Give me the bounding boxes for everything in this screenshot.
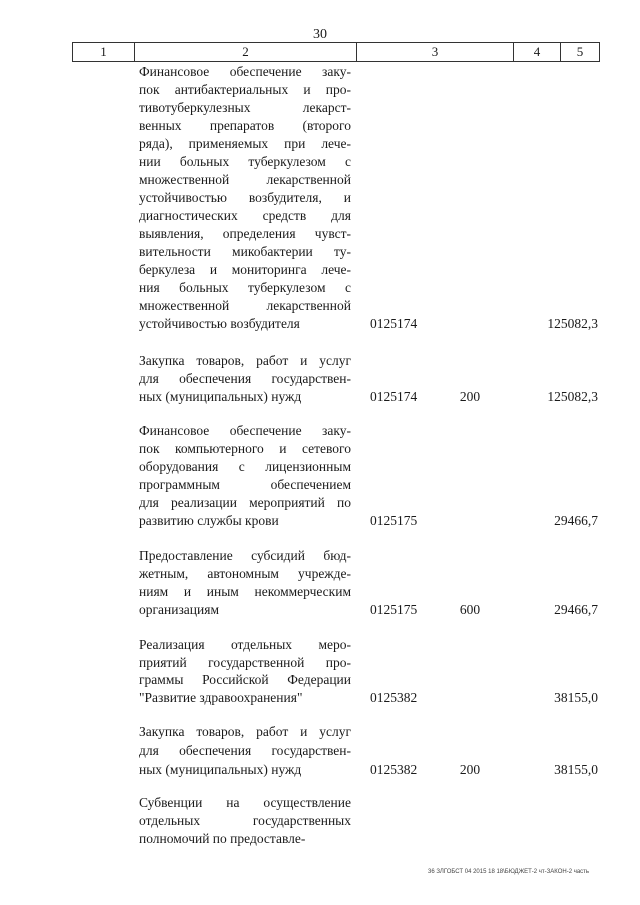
description-line: беркулеза и мониторинга лече- <box>139 262 351 277</box>
target-article-code: 0125174 <box>370 316 418 331</box>
description-line: программным обеспечением <box>139 477 351 492</box>
description-line: граммы Российской Федерации <box>139 672 351 688</box>
description-line: Предоставление субсидий бюд- <box>139 548 351 563</box>
table-header <box>72 42 600 62</box>
description-line: устойчивостью возбудителя <box>139 316 300 331</box>
description-line: организациям <box>139 602 220 617</box>
footer-path: 36 ЗЛГОБСТ 04 2015 18 18\БЮДЖЕТ-2 чт-ЗАКОН-2 часть <box>428 869 590 875</box>
description-line: ряда), применяемых при лече- <box>139 136 351 151</box>
row-description <box>139 722 351 779</box>
description-line: полномочий по предоставле- <box>139 831 306 846</box>
description-line: приятий государственной про- <box>139 654 351 670</box>
description-line: развитию службы крови <box>139 513 279 528</box>
row-description <box>139 636 351 707</box>
description-line: нии больных туберкулезом с <box>139 154 351 169</box>
row-description <box>139 63 351 333</box>
description-line: пок антибактериальных и про- <box>139 82 351 97</box>
description-line: жетным, автономным учрежде- <box>139 566 351 581</box>
description-line: Закупка товаров, работ и услуг <box>139 724 351 739</box>
expense-type-code: 200 <box>459 762 481 777</box>
amount-value: 38155,0 <box>554 690 598 705</box>
header-col-1: 1 <box>72 43 134 61</box>
row-description <box>139 422 351 530</box>
description-line: ных (муниципальных) нужд <box>139 762 302 777</box>
description-line: оборудования с лицензионным <box>139 459 351 474</box>
description-line: вительности микобактерии ту- <box>139 244 351 259</box>
description-line: Закупка товаров, работ и услуг <box>139 353 351 368</box>
description-line: множественной лекарственной <box>139 298 351 313</box>
amount-value: 125082,3 <box>547 389 598 404</box>
amount-value: 125082,3 <box>547 316 598 331</box>
description-line: для реализации мероприятий по <box>139 495 351 510</box>
description-line: Финансовое обеспечение заку- <box>139 423 351 438</box>
amount-value: 38155,0 <box>554 762 598 777</box>
description-line: венных препаратов (второго <box>139 118 351 133</box>
header-col-3: 3 <box>356 43 513 61</box>
description-line: для обеспечения государствен- <box>139 743 351 758</box>
target-article-code: 0125382 <box>370 762 418 777</box>
page-number: 30 <box>313 27 327 42</box>
description-line: отдельных государственных <box>139 813 351 828</box>
header-col-5: 5 <box>560 43 600 61</box>
row-description <box>139 547 351 619</box>
description-line: Субвенции на осуществление <box>139 795 351 810</box>
header-col-2: 2 <box>134 43 356 61</box>
description-line: ниям и иным некоммерческим <box>139 584 351 599</box>
description-line: Финансовое обеспечение заку- <box>139 64 351 79</box>
description-line: устойчивостью возбудителя, и <box>139 190 351 205</box>
description-line: для обеспечения государствен- <box>139 371 351 386</box>
description-line: пок компьютерного и сетевого <box>139 441 351 456</box>
header-col-4: 4 <box>513 43 560 61</box>
amount-value: 29466,7 <box>554 602 598 617</box>
description-line: множественной лекарственной <box>139 172 351 187</box>
row-description <box>139 794 351 848</box>
description-line: "Развитие здравоохранения" <box>139 690 303 706</box>
expense-type-code: 200 <box>459 389 481 404</box>
target-article-code: 0125174 <box>370 389 418 404</box>
description-line: тивотуберкулезных лекарст- <box>139 100 351 115</box>
expense-type-code: 600 <box>459 602 481 617</box>
target-article-code: 0125175 <box>370 602 418 617</box>
amount-value: 29466,7 <box>554 513 598 528</box>
description-line: ных (муниципальных) нужд <box>139 389 302 404</box>
description-line: ния больных туберкулезом с <box>139 280 351 295</box>
row-description <box>139 352 351 406</box>
description-line: диагностических средств для <box>139 208 351 223</box>
description-line: Реализация отдельных меро- <box>139 637 351 652</box>
description-line: выявления, определения чувст- <box>139 226 351 241</box>
target-article-code: 0125382 <box>370 690 418 705</box>
target-article-code: 0125175 <box>370 513 418 528</box>
